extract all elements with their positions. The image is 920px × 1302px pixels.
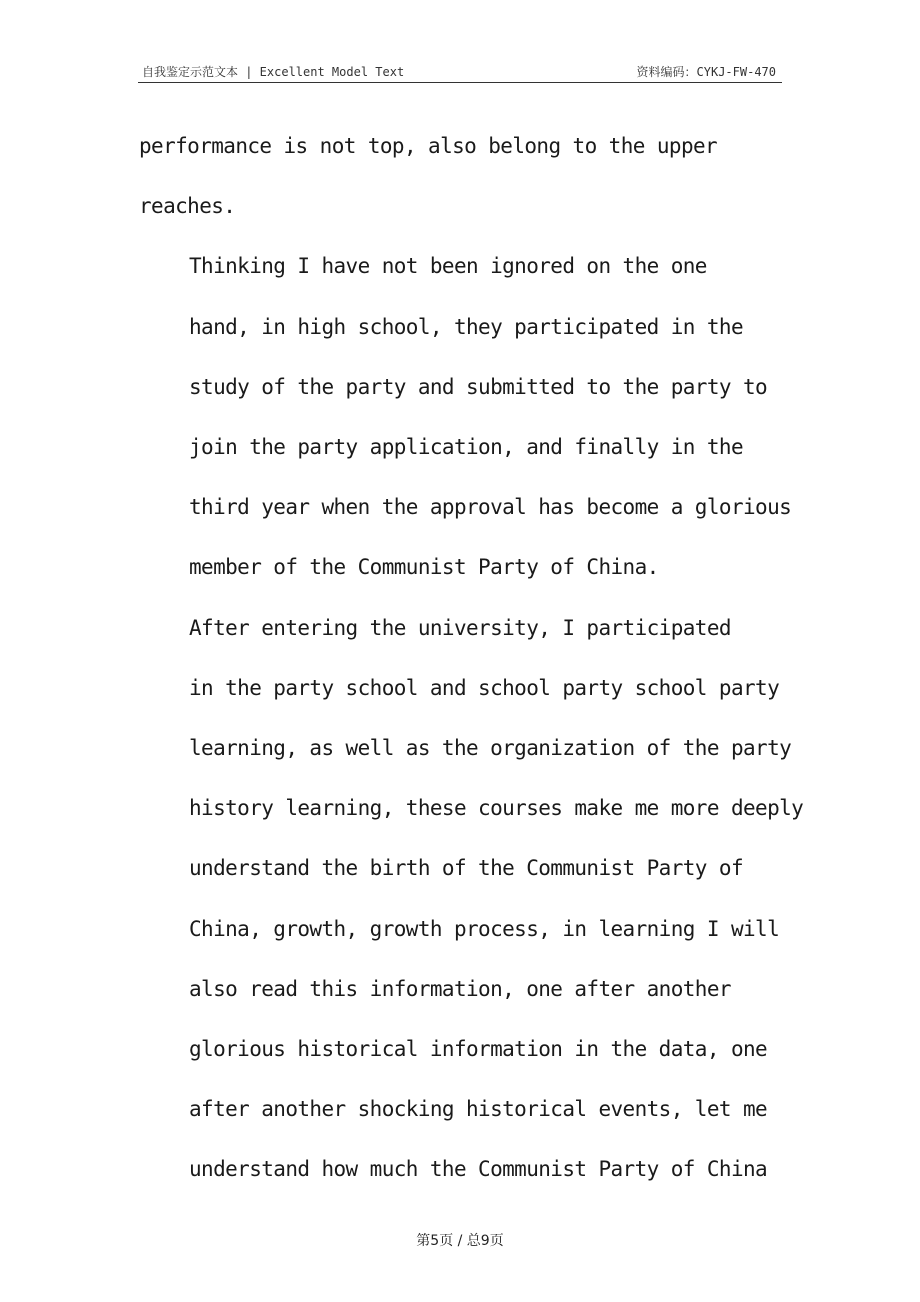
text-line: join the party application, and finally in the	[189, 435, 743, 460]
paragraph	[139, 116, 779, 236]
text-line: Thinking I have not been ignored on the one	[189, 254, 707, 279]
page-footer	[0, 1230, 920, 1250]
text-line: member of the Communist Party of China.	[189, 555, 659, 580]
text-line: China, growth, growth process, in learning I will	[189, 916, 780, 941]
text-line: performance is not top, also belong to the upper	[139, 134, 718, 158]
text-line: in the party school and school party school party	[189, 675, 780, 700]
page-header	[138, 60, 782, 83]
text-line: history learning, these courses make me more deeply	[189, 796, 804, 821]
paragraph	[139, 236, 792, 597]
text-line: also read this information, one after another	[189, 976, 731, 1001]
text-line: study of the party and submitted to the party to	[189, 374, 768, 399]
text-line: understand the birth of the Communist Party of	[189, 856, 743, 881]
text-line: third year when the approval has become a glorious	[189, 495, 792, 520]
text-line: hand, in high school, they participated in the	[189, 314, 743, 339]
document-body	[139, 116, 804, 1200]
document-code: 资料编码：CYKJ-FW-470	[636, 65, 776, 79]
text-line: understand how much the Communist Party of China	[189, 1157, 768, 1182]
text-line: After entering the university, I participated	[189, 615, 731, 640]
page-number: 第5页 / 总9页	[416, 1233, 504, 1249]
text-line: learning, as well as the organization of the party	[189, 736, 792, 761]
header-title: 自我鉴定示范文本 | Excellent Model Text	[142, 65, 405, 79]
text-line: glorious historical information in the data, one	[189, 1037, 768, 1062]
text-line: after another shocking historical events, let me	[189, 1097, 768, 1122]
paragraph	[139, 598, 804, 1200]
text-line: reaches.	[139, 194, 236, 219]
